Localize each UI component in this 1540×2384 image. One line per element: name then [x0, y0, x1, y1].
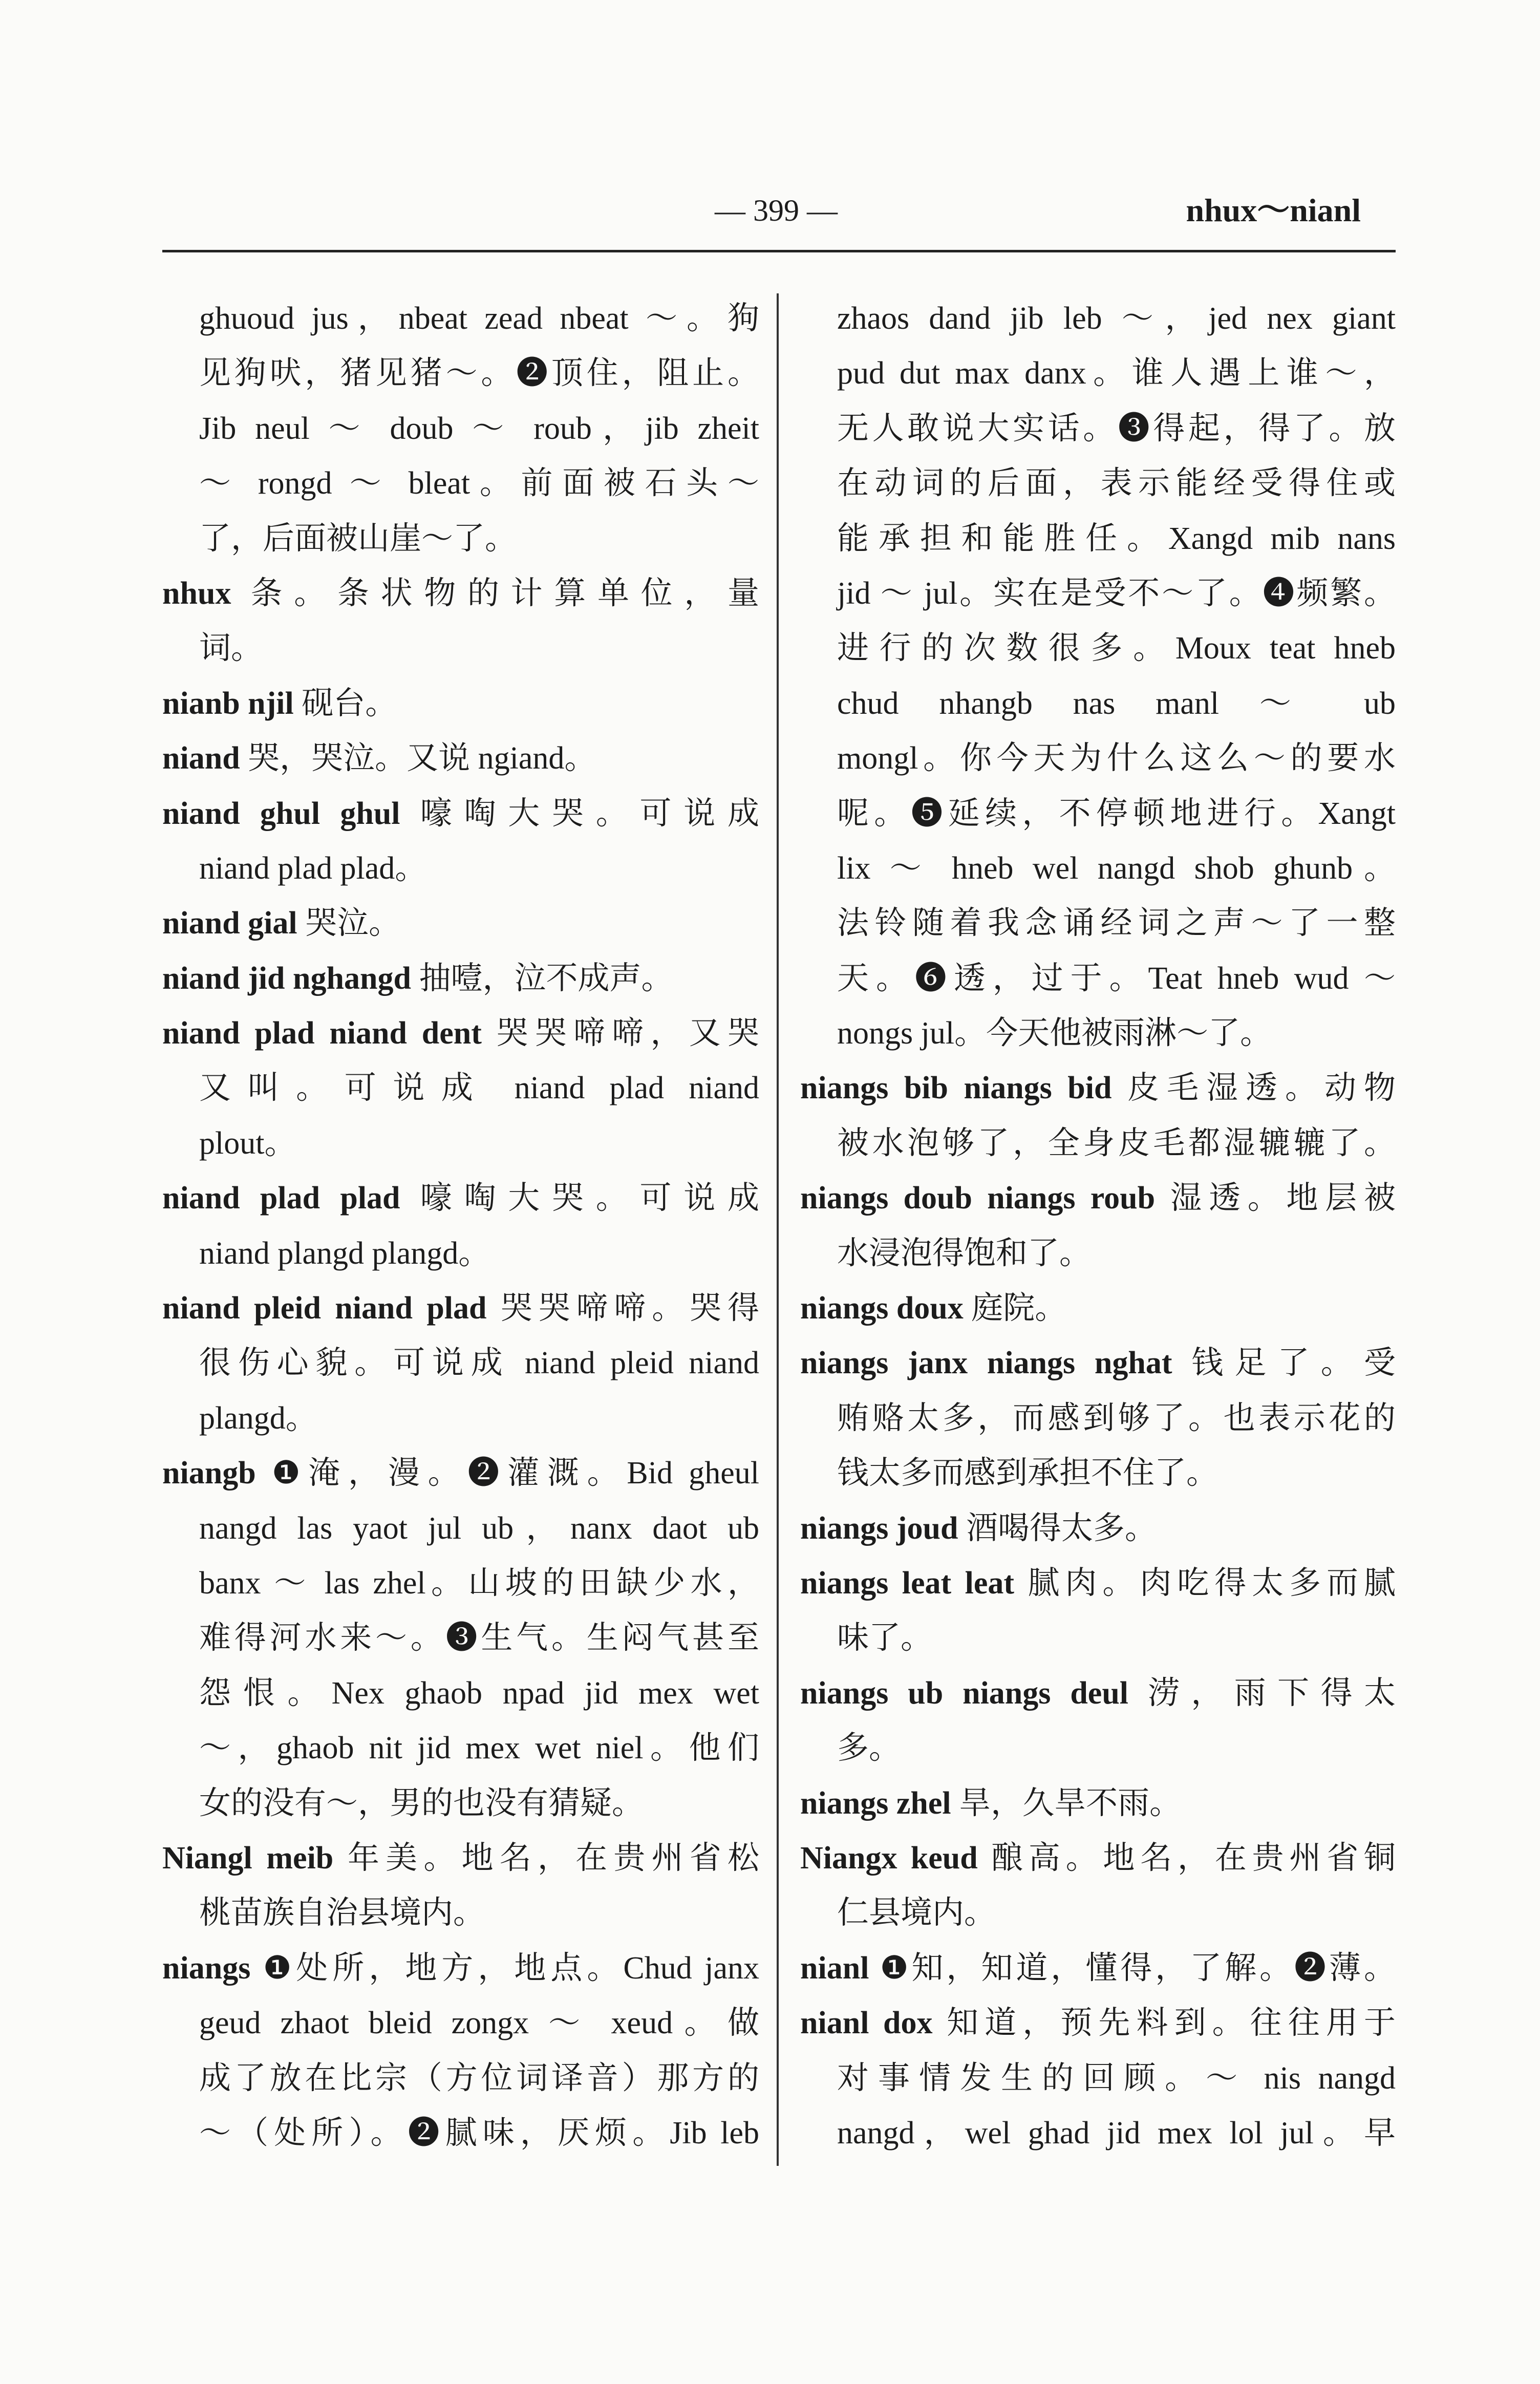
definition-text: 嚎啕大哭。可说成 [420, 1181, 759, 1216]
column-divider [777, 293, 779, 2166]
entry-line [162, 1941, 759, 1996]
definition-text: 哭，哭泣。又说 ngiand。 [248, 741, 596, 776]
dictionary-line: banx ～ las zhel。山坡的田缺少水， [199, 1565, 759, 1601]
entry-line [800, 1061, 1396, 1116]
dictionary-line: 仁县境内。 [837, 1896, 996, 1931]
dictionary-line: geud zhaot bleid zongx ～ xeud。做 [199, 2006, 759, 2041]
headword: niangs zhel [800, 1785, 951, 1821]
dictionary-line: 被水泡够了，全身皮毛都湿辘辘了。 [837, 1125, 1396, 1161]
definition-text: 涝，雨下得太 [1147, 1675, 1396, 1711]
headword: niangs doub niangs roub [800, 1181, 1156, 1216]
definition-text: 酒喝得太多。 [966, 1510, 1157, 1546]
headword: nhux [162, 576, 231, 611]
right-column [800, 291, 1396, 2161]
headword: niangs janx niangs nghat [800, 1346, 1172, 1381]
definition-text: 年美。地名，在贵州省松 [347, 1840, 759, 1876]
headword: niangs ub niangs deul [800, 1675, 1129, 1711]
headword: niangb [162, 1456, 256, 1491]
definition-text: 条。条状物的计算单位，量 [250, 576, 759, 611]
headword: niangs leat leat [800, 1565, 1014, 1601]
headword: niand ghul ghul [162, 796, 400, 831]
left-column [162, 291, 759, 2161]
dictionary-line: 多。 [837, 1731, 901, 1766]
entry-line [162, 676, 759, 731]
dictionary-line: 桃苗族自治县境内。 [199, 1896, 485, 1931]
dictionary-line: niand plangd plangd。 [199, 1236, 490, 1271]
headword: niand pleid niand plad [162, 1291, 487, 1326]
dictionary-line: 难得河水来～。❸生气。生闷气甚至 [199, 1621, 759, 1656]
dictionary-line: 贿赂太多，而感到够了。也表示花的 [837, 1400, 1396, 1436]
headword: niand gial [162, 906, 297, 941]
dictionary-line: 怨恨。Nex ghaob npad jid mex wet [199, 1675, 759, 1711]
entry-line [162, 1006, 759, 1061]
entry-line [162, 731, 759, 786]
headword: niand [162, 741, 240, 776]
entry-line [800, 1556, 1396, 1611]
dictionary-line: 成了放在比宗（方位词译音）那方的 [199, 2060, 759, 2096]
entry-line [800, 1501, 1396, 1556]
dictionary-line: zhaos dand jib leb ～，jed nex giant [837, 301, 1396, 336]
dictionary-line: 水浸泡得饱和了。 [837, 1236, 1092, 1271]
entry-line [162, 1831, 759, 1886]
definition-text: 湿透。地层被 [1170, 1181, 1396, 1216]
headword: niand jid nghangd [162, 961, 411, 996]
headword: niangs doux [800, 1291, 964, 1326]
dictionary-line: 天。❻透，过于。Teat hneb wud ～ [837, 961, 1396, 996]
dictionary-line: 女的没有～，男的也没有猜疑。 [199, 1785, 644, 1821]
dictionary-line: 无人敢说大实话。❸得起，得了。放 [837, 411, 1396, 446]
dictionary-line: 在动词的后面，表示能经受得住或 [837, 466, 1396, 501]
dictionary-line: lix ～ hneb wel nangd shob ghunb。 [837, 850, 1396, 886]
dictionary-line: 对事情发生的回顾。～ nis nangd [837, 2060, 1396, 2096]
definition-text: 抽噎，泣不成声。 [419, 961, 673, 996]
dictionary-line: chud nhangb nas manl ～ ub [837, 686, 1396, 721]
definition-text: 腻肉。肉吃得太多而腻 [1028, 1565, 1396, 1601]
dictionary-line: nongs jul。今天他被雨淋～了。 [837, 1016, 1272, 1051]
entry-line [800, 1171, 1396, 1226]
definition-text: 哭哭啼啼。哭得 [500, 1291, 759, 1326]
dictionary-line: 法铃随着我念诵经词之声～了一整 [837, 906, 1396, 941]
dictionary-line: ～，ghaob nit jid mex wet niel。他们 [199, 1731, 759, 1766]
headword: niangs [162, 1950, 251, 1986]
dictionary-line: 词。 [199, 631, 263, 666]
definition-text: 哭泣。 [305, 906, 401, 941]
dictionary-line: Jib neul ～ doub ～ roub，jib zheit [199, 411, 759, 446]
dictionary-line: pud dut max danx。谁人遇上谁～， [837, 356, 1396, 391]
headword: niand plad niand dent [162, 1016, 482, 1051]
entry-line [162, 566, 759, 621]
dictionary-line: nangd，wel ghad jid mex lol jul。早 [837, 2115, 1396, 2151]
definition-text: 嚎啕大哭。可说成 [420, 796, 759, 831]
definition-text: ❶淹，漫。❷灌溉。Bid gheul [271, 1456, 759, 1491]
definition-text: 旱，久旱不雨。 [959, 1785, 1182, 1821]
dictionary-line: 很伤心貌。可说成 niand pleid niand [199, 1346, 759, 1381]
definition-text: ❶处所，地方，地点。Chud janx [263, 1950, 759, 1986]
definition-text: 哭哭啼啼，又哭 [496, 1016, 759, 1051]
dictionary-line: 能承担和能胜任。Xangd mib nans [837, 521, 1396, 556]
dictionary-line: 又叫。可说成 niand plad niand [199, 1071, 759, 1106]
dictionary-line: 味了。 [837, 1621, 933, 1656]
dictionary-line: 了，后面被山崖～了。 [199, 521, 517, 556]
header-rule [162, 250, 1396, 252]
dictionary-line: jid ～ jul。实在是受不～了。❹频繁。 [837, 576, 1396, 611]
headword: niand plad plad [162, 1181, 400, 1216]
dictionary-line: 见狗吠，猪见猪～。❷顶住，阻止。 [199, 356, 759, 391]
entry-line [800, 1666, 1396, 1721]
entry-line [800, 1941, 1396, 1996]
definition-text: 钱足了。受 [1191, 1346, 1396, 1381]
definition-text: 知道，预先料到。往往用于 [947, 2006, 1396, 2041]
entry-line [800, 1281, 1396, 1336]
entry-line [800, 1336, 1396, 1391]
dictionary-line: ～（处所）。❷腻味，厌烦。Jib leb [199, 2115, 759, 2151]
entry-line [162, 1281, 759, 1336]
dictionary-line: plout。 [199, 1125, 296, 1161]
definition-text: 庭院。 [971, 1291, 1067, 1326]
headword: niangs bib niangs bid [800, 1071, 1112, 1106]
entry-line [162, 786, 759, 841]
entry-line [800, 1776, 1396, 1831]
dictionary-line: 钱太多而感到承担不住了。 [837, 1456, 1218, 1491]
entry-line [162, 896, 759, 951]
definition-text: 皮毛湿透。动物 [1127, 1071, 1396, 1106]
dictionary-line: plangd。 [199, 1400, 317, 1436]
headword: nianl dox [800, 2006, 933, 2041]
dictionary-line: nangd las yaot jul ub，nanx daot ub [199, 1510, 759, 1546]
page-number: — 399 — [715, 194, 838, 227]
dictionary-line: niand plad plad。 [199, 850, 427, 886]
entry-line [162, 1171, 759, 1226]
dictionary-line: mongl。你今天为什么这么～的要水 [837, 741, 1396, 776]
headword: Niangx keud [800, 1840, 978, 1876]
entry-line [800, 1996, 1396, 2051]
dictionary-line: 进行的次数很多。Moux teat hneb [837, 631, 1396, 666]
headword: nianb njil [162, 686, 294, 721]
definition-text: 砚台。 [302, 686, 397, 721]
definition-text: 酿高。地名，在贵州省铜 [991, 1840, 1396, 1876]
entry-line [162, 1446, 759, 1501]
entry-line [162, 951, 759, 1006]
dictionary-line: 呢。❺延续，不停顿地进行。Xangt [837, 796, 1396, 831]
dictionary-line: ～ rongd ～ bleat。前面被石头～ [199, 466, 759, 501]
headword: Niangl meib [162, 1840, 334, 1876]
headword: nianl [800, 1950, 869, 1986]
guide-words: nhux～nianl [1186, 192, 1361, 228]
headword: niangs joud [800, 1510, 958, 1546]
entry-line [800, 1831, 1396, 1886]
dictionary-line: ghuoud jus，nbeat zead nbeat ～。狗 [199, 301, 759, 336]
definition-text: ❶知，知道，懂得，了解。❷薄。 [880, 1950, 1396, 1986]
